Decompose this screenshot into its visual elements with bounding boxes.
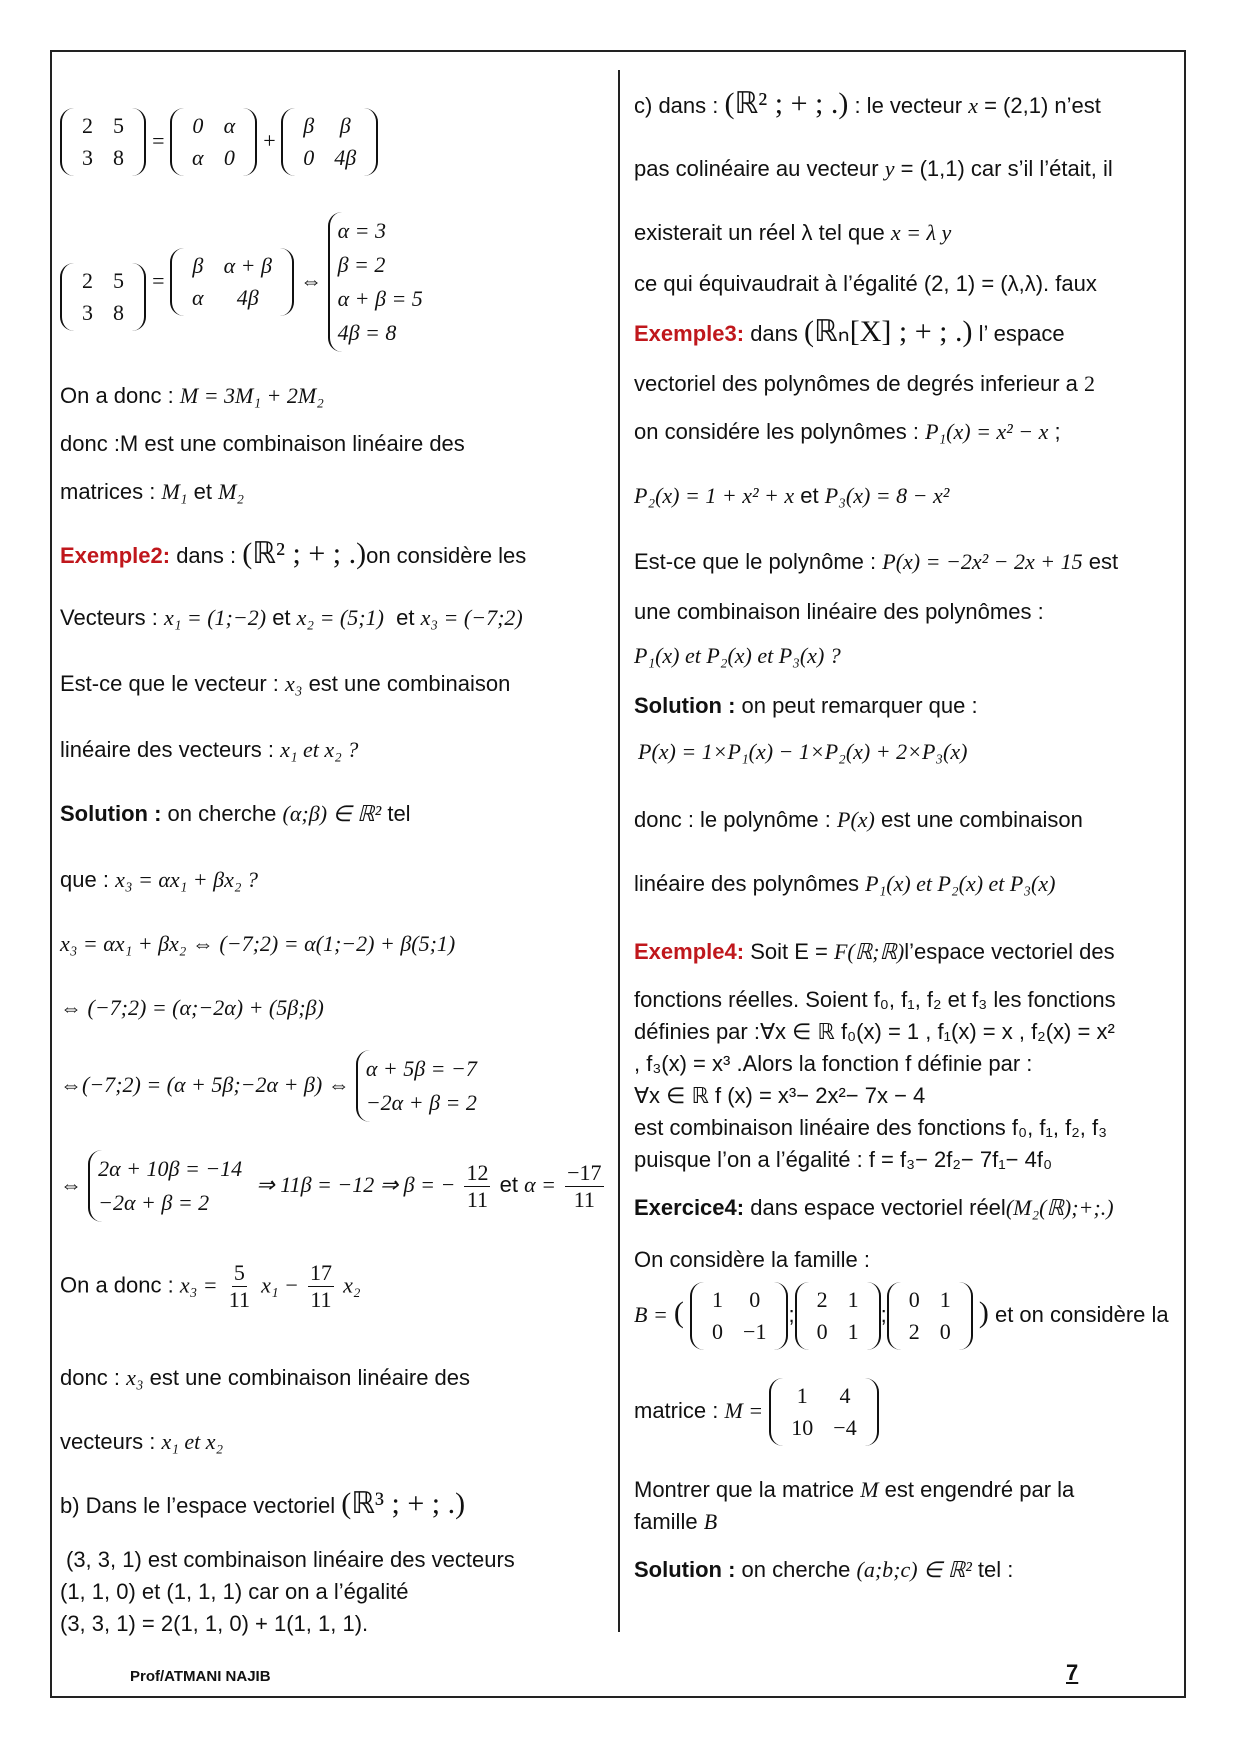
matrix-beta: β β 0 4β <box>281 108 378 176</box>
montrer-line-2: famille B <box>634 1509 718 1534</box>
line-on-a-donc-2: On a donc : x₃ = $\frac{5}{11}$ x₁ − $\frac{17}{11}$ x₂ <box>60 1260 361 1312</box>
system-1: α = 3 β = 2 α + β = 5 4β = 8 <box>328 212 431 352</box>
donc-p-line: donc : le polynôme : P(x) est une combinaison <box>634 807 1083 832</box>
matrix-B1: 1 0 0 −1 <box>690 1282 788 1350</box>
line-on-a-donc-1: On a donc : M = 3M₁ + 2M₂ <box>60 383 324 408</box>
equation-line-4: ⇔ 2α + 10β = −14 −2α + β = 2 ⇒ 11β = −12 ⇒ β = − $\frac{12}{11}$ et α = $\frac{-17}{11}$ <box>60 1150 607 1222</box>
part-b-line-2: (1, 1, 0) et (1, 1, 1) car on a l’égalité <box>60 1579 409 1604</box>
question-line-1: Est-ce que le vecteur : x₃ est une combinaison <box>60 671 511 696</box>
que-line: que : x₃ = αx₁ + βx₂ ? <box>60 867 258 892</box>
solution-p-line: Solution : on peut remarquer que : <box>634 693 978 718</box>
footer-author: Prof/ATMANI NAJIB <box>130 1668 271 1685</box>
equation-line-1: x₃ = αx₁ + βx₂ ⇔ (−7;2) = α(1;−2) + β(5;1) <box>60 931 456 956</box>
matrix-equation-2: 2 5 3 8 = β α + β α 4β ⇔ α = 3 β = 2 α + β = 5 4β = 8 <box>60 212 431 352</box>
famille-B: B = ( 1 0 0 −1 ; 2 1 0 1 ; 0 1 2 0 ) et on considère la <box>634 1282 1169 1350</box>
exemple4-line-7: puisque l’on a l’égalité : f = f₃− 2f₂− 7f₁− 4f₀ <box>634 1147 1053 1172</box>
famille-line: On considère la famille : <box>634 1247 870 1272</box>
matrix-B2: 2 1 0 1 <box>795 1282 881 1350</box>
exemple3-line-4: P₂(x) = 1 + x² + x et P₃(x) = 8 − x² <box>634 483 950 508</box>
solution-p-equation: P(x) = 1×P₁(x) − 1×P₂(x) + 2×P₃(x) <box>638 739 968 764</box>
line-vecteurs-2: vecteurs : x₁ et x₂ <box>60 1429 224 1454</box>
exemple4-line-6: est combinaison linéaire des fonctions f₀, f₁, f₂, f₃ <box>634 1115 1108 1140</box>
question-line-2: linéaire des vecteurs : x₁ et x₂ ? <box>60 737 359 762</box>
question-p-line-3: P₁(x) et P₂(x) et P₃(x) ? <box>634 643 841 668</box>
fraction-17-11: $\frac{17}{11}$ <box>309 1260 332 1312</box>
montrer-line-1: Montrer que la matrice M est engendré par la <box>634 1477 1075 1502</box>
line-donc-x3: donc : x₃ est une combinaison linéaire des <box>60 1365 471 1390</box>
matrix-sum: β α + β α 4β <box>170 248 294 316</box>
line-matrices: matrices : M₁ et M₂ <box>60 479 245 504</box>
system-2: α + 5β = −7 −2α + β = 2 <box>356 1050 485 1122</box>
lineaire-p-line: linéaire des polynômes P₁(x) et P₂(x) et P₃(x) <box>634 871 1056 896</box>
matrix-M-target: 1 4 10 −4 <box>769 1378 878 1446</box>
matrix-equation-1: 2 5 3 8 = 0 α α 0 + β β 0 4β <box>60 108 378 176</box>
equation-line-2: ⇔ (−7;2) = (α;−2α) + (5β;β) <box>60 995 324 1020</box>
part-c-line-2: pas colinéaire au vecteur y = (1,1) car s’il l’était, il <box>634 156 1113 181</box>
line-vecteurs: Vecteurs : x₁ = (1;−2) et x₂ = (5;1) et x₃ = (−7;2) <box>60 605 523 630</box>
line-donc-m: donc :M est une combinaison linéaire des <box>60 431 465 456</box>
equation-line-3: ⇔(−7;2) = (α + 5β;−2α + β) ⇔ α + 5β = −7 −2α + β = 2 <box>60 1050 485 1122</box>
solution-line: Solution : on cherche (α;β) ∈ ℝ² tel <box>60 801 411 826</box>
exemple4-line-4: , f₃(x) = x³ .Alors la fonction f définie par : <box>634 1051 1033 1076</box>
matrix-M: 2 5 3 8 <box>60 108 146 176</box>
part-b-line-3: (3, 3, 1) = 2(1, 1, 0) + 1(1, 1, 1). <box>60 1611 369 1636</box>
exemple4-heading: Exemple4: Soit E = F(ℝ;ℝ)l’espace vectoriel des <box>634 939 1115 964</box>
question-p-line-2: une combinaison linéaire des polynômes : <box>634 599 1044 624</box>
page-number: 7 <box>1066 1660 1079 1685</box>
solution-exo4-line: Solution : on cherche (a;b;c) ∈ ℝ² tel : <box>634 1557 1014 1582</box>
fraction-5-11: $\frac{5}{11}$ <box>228 1260 250 1312</box>
exemple3-line-2: vectoriel des polynômes de degrés inferieur a 2 <box>634 371 1096 396</box>
exercice4-heading: Exercice4: dans espace vectoriel réel(M₂(ℝ);+;.) <box>634 1195 1114 1220</box>
matrix-alpha: 0 α α 0 <box>170 108 257 176</box>
part-b-line-1: (3, 3, 1) est combinaison linéaire des vecteurs <box>66 1547 515 1572</box>
fraction-beta: $\frac{12}{11}$ <box>466 1159 489 1212</box>
exemple3-heading: Exemple3: dans (ℝₙ[X] ; + ; .) l’ espace <box>634 315 1065 348</box>
exemple4-line-5: ∀x ∈ ℝ f (x) = x³− 2x²− 7x − 4 <box>634 1083 926 1108</box>
matrix-M-2: 2 5 3 8 <box>60 263 146 331</box>
exemple4-line-2: fonctions réelles. Soient f₀, f₁, f₂ et f₃ les fonctions <box>634 987 1116 1012</box>
exemple4-line-3: définies par :∀x ∈ ℝ f₀(x) = 1 , f₁(x) = x , f₂(x) = x² <box>634 1019 1115 1044</box>
part-c-line-1: c) dans : (ℝ² ; + ; .) : le vecteur x = (2,1) n’est <box>634 87 1101 120</box>
system-3: 2α + 10β = −14 −2α + β = 2 <box>88 1150 250 1222</box>
part-c-line-4: ce qui équivaudrait à l’égalité (2, 1) = (λ,λ). faux <box>634 271 1097 296</box>
matrix-B3: 0 1 2 0 <box>887 1282 973 1350</box>
column-divider <box>618 70 620 1632</box>
matrice-M-line: matrice : M = 1 4 10 −4 <box>634 1378 879 1446</box>
part-c-line-3: existerait un réel λ tel que x = λ y <box>634 220 952 245</box>
fraction-alpha: $\frac{-17}{11}$ <box>567 1159 602 1212</box>
question-p-line-1: Est-ce que le polynôme : P(x) = −2x² − 2x + 15 est <box>634 549 1119 574</box>
exemple2-heading: Exemple2: dans : (ℝ² ; + ; .)on considère les <box>60 537 527 570</box>
exemple3-line-3: on considére les polynômes : P₁(x) = x² − x ; <box>634 419 1061 444</box>
part-b-heading: b) Dans le l’espace vectoriel (ℝ³ ; + ; .) <box>60 1487 466 1520</box>
